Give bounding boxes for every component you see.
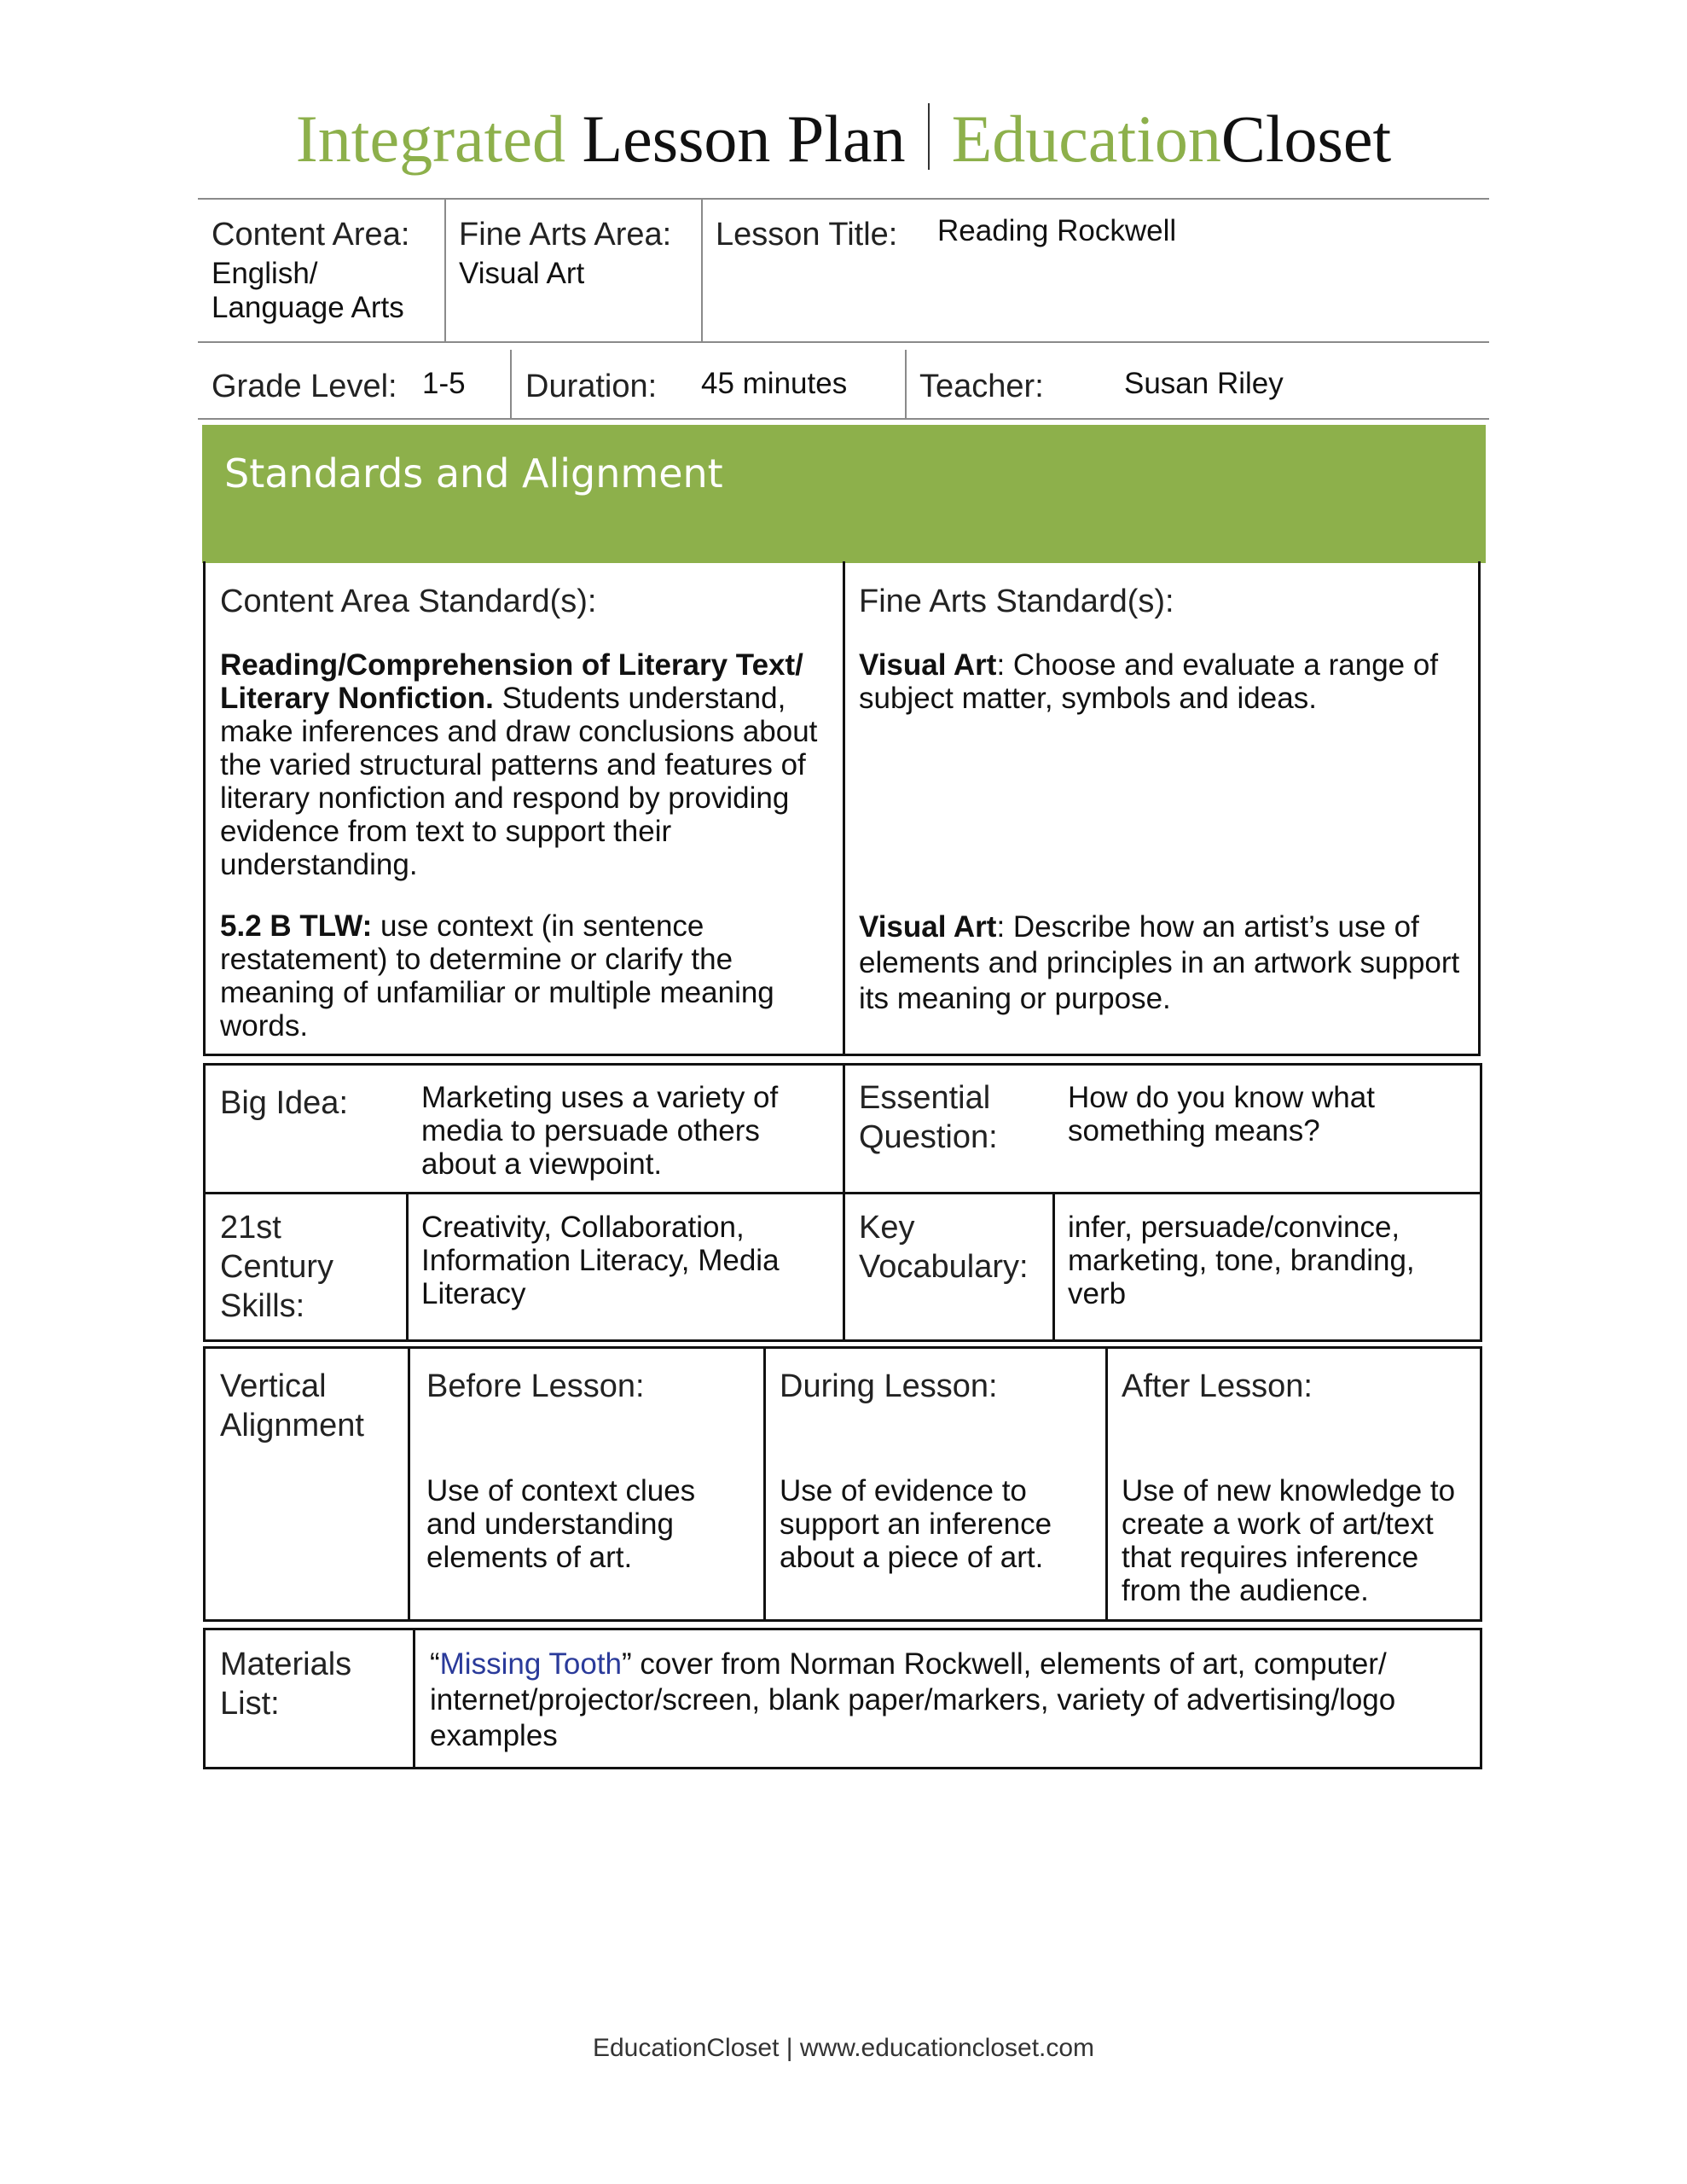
fine-arts-standard-1 bbox=[859, 648, 1464, 715]
vocab-value: infer, persuade/convince, marketing, tone, branding, verb bbox=[1068, 1211, 1415, 1310]
lesson-title-label: Lesson Title: bbox=[716, 217, 898, 253]
after-lesson-label: After Lesson: bbox=[1122, 1368, 1313, 1404]
alignment-divider bbox=[763, 1346, 766, 1622]
info-divider bbox=[444, 198, 446, 341]
vertical-alignment-label: Vertical Alignment bbox=[220, 1368, 364, 1443]
standards-banner bbox=[202, 425, 1486, 563]
materials-value bbox=[430, 1647, 1470, 1754]
title-integrated: Integrated bbox=[295, 102, 565, 176]
big-idea-label: Big Idea: bbox=[220, 1085, 348, 1121]
fine-arts-area-value: Visual Art bbox=[459, 257, 585, 290]
materials-divider bbox=[413, 1628, 415, 1769]
alignment-divider bbox=[1105, 1346, 1108, 1622]
vocab-divider bbox=[1052, 1192, 1055, 1342]
fine-arts-standard-1-bold: Visual Art bbox=[859, 648, 997, 682]
skills-divider bbox=[406, 1192, 409, 1342]
page-title bbox=[0, 101, 1687, 177]
content-standard-2-text: use context (in sentence restatement) to determine or clarify the meaning of unfamiliar or multiple meaning words. bbox=[220, 909, 774, 1043]
content-area-value: English/ Language Arts bbox=[212, 257, 404, 324]
page-footer: EducationCloset | www.educationcloset.com bbox=[592, 2034, 1095, 2062]
during-lesson-label: During Lesson: bbox=[780, 1368, 998, 1404]
vocab-label: Key Vocabulary: bbox=[859, 1210, 1029, 1285]
materials-rest: ” cover from Norman Rockwell, elements of art, computer/ internet/projector/screen, blank paper/markers, variety of advertising/logo examples bbox=[430, 1647, 1396, 1752]
title-lesson-plan: Lesson Plan bbox=[582, 102, 906, 176]
title-education: Education bbox=[951, 102, 1221, 176]
before-lesson-value: Use of context clues and understanding elements of art. bbox=[426, 1474, 696, 1574]
skills-value: Creativity, Collaboration, Information Literacy, Media Literacy bbox=[421, 1211, 780, 1310]
teacher-value: Susan Riley bbox=[1124, 367, 1284, 400]
info-bottom-rule bbox=[198, 418, 1489, 420]
skills-label: 21st Century Skills: bbox=[220, 1210, 334, 1324]
essential-question-label: Essential Question: bbox=[859, 1080, 998, 1155]
fine-arts-standard-2-text: : Describe how an artist’s use of elements and principles in an artwork support its meaning or purpose. bbox=[859, 910, 1460, 1015]
duration-value: 45 minutes bbox=[701, 367, 848, 400]
content-standard-2-bold: 5.2 B TLW: bbox=[220, 909, 373, 943]
before-lesson-label: Before Lesson: bbox=[426, 1368, 645, 1404]
info-divider bbox=[510, 350, 512, 418]
fine-arts-standard-label: Fine Arts Standard(s): bbox=[859, 584, 1174, 619]
grade-level-label: Grade Level: bbox=[212, 369, 397, 404]
content-area-label: Content Area: bbox=[212, 217, 410, 253]
info-mid-rule bbox=[198, 341, 1489, 343]
info-top-rule bbox=[198, 198, 1489, 200]
essential-question-value: How do you know what something means? bbox=[1068, 1081, 1375, 1147]
title-closet: Closet bbox=[1220, 102, 1392, 176]
title-divider bbox=[928, 103, 930, 170]
duration-label: Duration: bbox=[525, 369, 658, 404]
after-lesson-value: Use of new knowledge to create a work of art/text that requires inference from the audience. bbox=[1122, 1474, 1456, 1607]
lesson-title-value: Reading Rockwell bbox=[937, 214, 1177, 247]
standards-banner-title: Standards and Alignment bbox=[224, 450, 723, 497]
fine-arts-standard-1-text: : Choose and evaluate a range of subject matter, symbols and ideas. bbox=[859, 648, 1439, 715]
materials-quote-open: “ bbox=[430, 1647, 440, 1681]
fine-arts-standard-2-bold: Visual Art bbox=[859, 910, 997, 944]
ideas-col-divider bbox=[843, 1063, 845, 1342]
big-idea-value: Marketing uses a variety of media to persuade others about a viewpoint. bbox=[421, 1081, 779, 1181]
fine-arts-area-label: Fine Arts Area: bbox=[459, 217, 672, 253]
content-standard-1-bold: Reading/Comprehension of Literary Text/ Literary Nonfiction. bbox=[220, 648, 803, 715]
info-divider bbox=[701, 198, 703, 341]
content-standard-1-text: Students understand, make inferences and draw conclusions about the varied structural patterns and features of literary nonfiction and respond by providing evidence from text to support their understanding. bbox=[220, 682, 818, 881]
fine-arts-standard-2 bbox=[859, 909, 1464, 1017]
content-standard-label: Content Area Standard(s): bbox=[220, 584, 597, 619]
missing-tooth-link[interactable]: Missing Tooth bbox=[439, 1647, 623, 1681]
grade-level-value: 1-5 bbox=[422, 367, 466, 400]
standards-divider bbox=[843, 561, 845, 1056]
info-divider bbox=[905, 350, 907, 418]
content-standard-2 bbox=[220, 909, 832, 1043]
materials-label: Materials List: bbox=[220, 1647, 352, 1722]
during-lesson-value: Use of evidence to support an inference about a piece of art. bbox=[780, 1474, 1052, 1574]
alignment-divider bbox=[408, 1346, 410, 1622]
teacher-label: Teacher: bbox=[919, 369, 1044, 404]
content-standard-1 bbox=[220, 648, 832, 881]
